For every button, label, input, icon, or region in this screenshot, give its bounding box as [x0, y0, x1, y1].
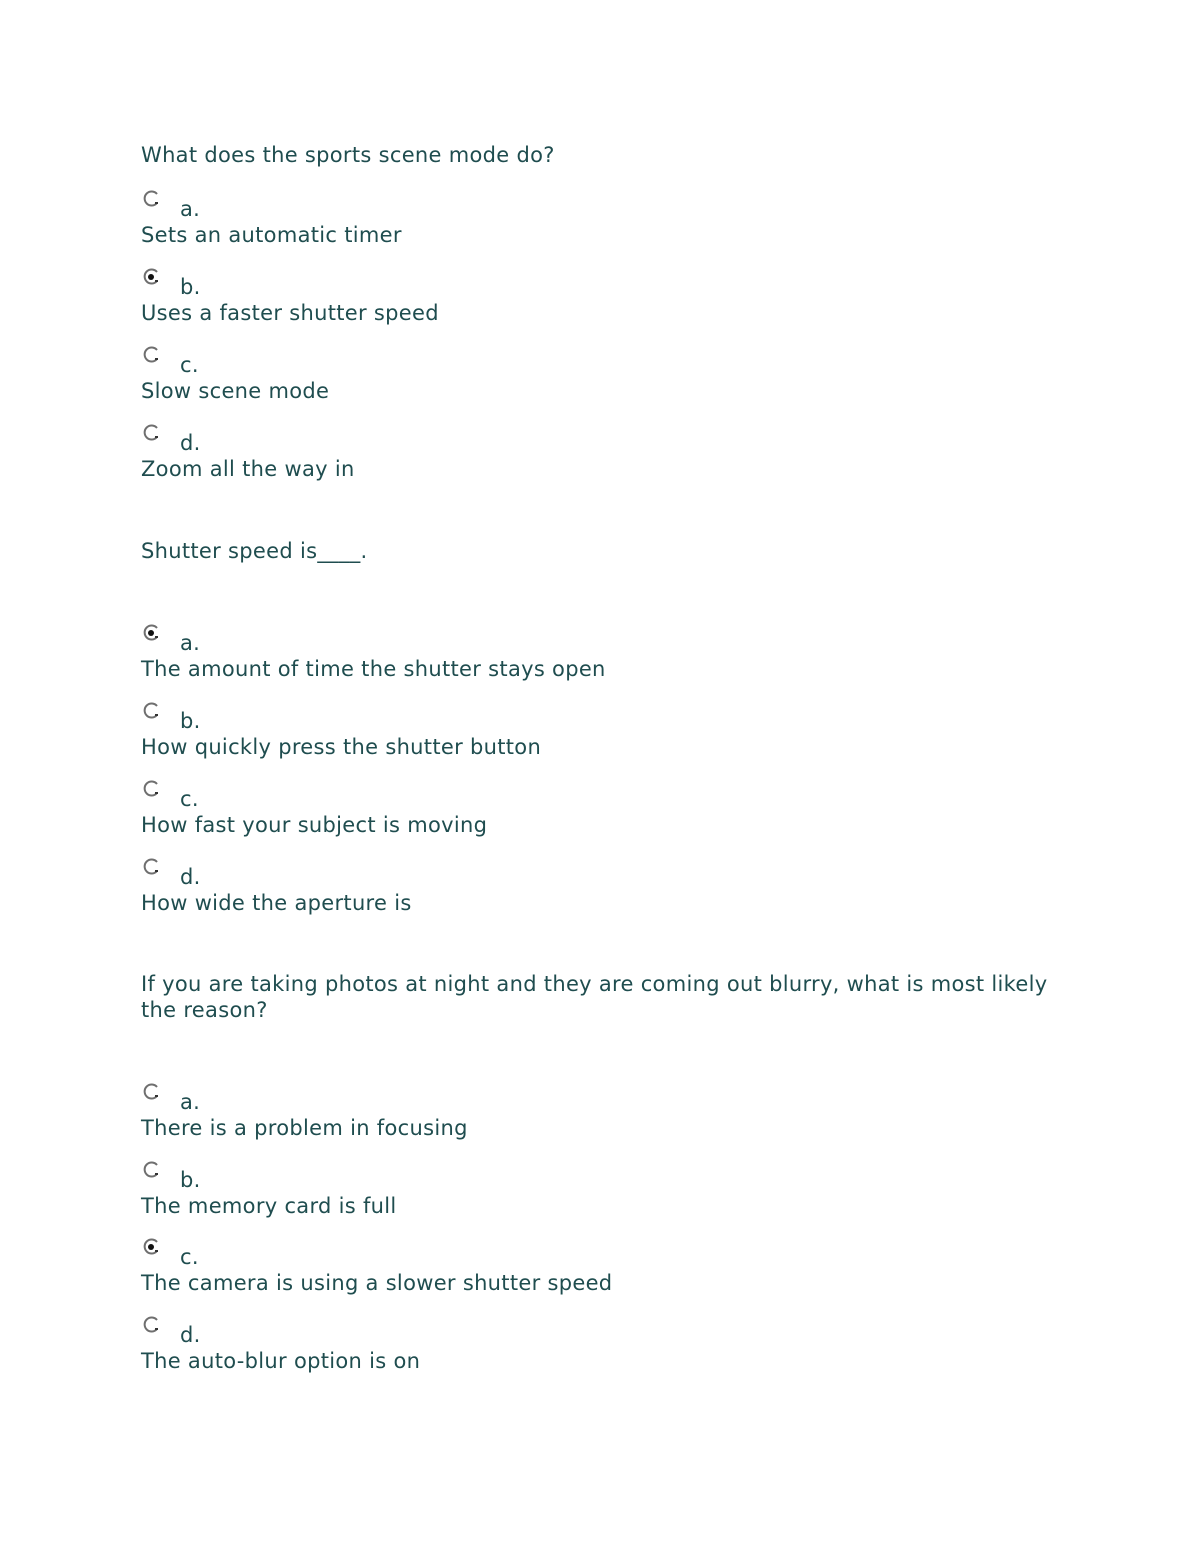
q2-option-d[interactable]: [141, 858, 1041, 915]
option-letter: a.: [180, 1090, 201, 1114]
q1-option-d[interactable]: [141, 424, 1041, 481]
radio-unselected-icon[interactable]: [143, 858, 161, 876]
radio-unselected-icon[interactable]: [143, 702, 161, 720]
option-label: Slow scene mode: [141, 379, 330, 403]
option-label: How wide the aperture is: [141, 891, 412, 915]
option-label: Sets an automatic timer: [141, 223, 402, 247]
q3-option-d[interactable]: [141, 1316, 1041, 1373]
option-letter: d.: [180, 1323, 201, 1347]
option-letter: a.: [180, 197, 201, 221]
q1-option-a[interactable]: [141, 190, 1041, 247]
q1-option-b[interactable]: [141, 268, 1041, 325]
option-letter: c.: [180, 353, 199, 377]
q2-option-a[interactable]: [141, 624, 1041, 681]
option-label: The camera is using a slower shutter speed: [141, 1271, 613, 1295]
option-letter: b.: [180, 1168, 201, 1192]
q2-option-c[interactable]: [141, 780, 1041, 837]
radio-unselected-icon[interactable]: [143, 190, 161, 208]
option-label: Zoom all the way in: [141, 457, 355, 481]
option-letter: d.: [180, 865, 201, 889]
option-label: How quickly press the shutter button: [141, 735, 542, 759]
radio-unselected-icon[interactable]: [143, 346, 161, 364]
option-label: The auto-blur option is on: [141, 1349, 421, 1373]
radio-unselected-icon[interactable]: [143, 424, 161, 442]
option-label: There is a problem in focusing: [141, 1116, 468, 1140]
q3-option-b[interactable]: [141, 1161, 1041, 1218]
option-letter: c.: [180, 1245, 199, 1269]
q3-option-c[interactable]: [141, 1238, 1041, 1295]
radio-selected-icon[interactable]: [143, 1238, 161, 1256]
radio-unselected-icon[interactable]: [143, 780, 161, 798]
q3-option-a[interactable]: [141, 1083, 1041, 1140]
q1-option-c[interactable]: [141, 346, 1041, 403]
option-letter: b.: [180, 709, 201, 733]
question-3-text: If you are taking photos at night and they are coming out blurry, what is most likely the reason?: [141, 972, 1048, 1022]
option-label: How fast your subject is moving: [141, 813, 488, 837]
option-label: The amount of time the shutter stays open: [141, 657, 606, 681]
question-1-text: What does the sports scene mode do?: [141, 143, 555, 167]
option-label: Uses a faster shutter speed: [141, 301, 439, 325]
radio-unselected-icon[interactable]: [143, 1161, 161, 1179]
option-letter: b.: [180, 275, 201, 299]
radio-selected-icon[interactable]: [143, 624, 161, 642]
option-letter: c.: [180, 787, 199, 811]
option-letter: d.: [180, 431, 201, 455]
option-label: The memory card is full: [141, 1194, 397, 1218]
option-letter: a.: [180, 631, 201, 655]
radio-unselected-icon[interactable]: [143, 1316, 161, 1334]
q2-option-b[interactable]: [141, 702, 1041, 759]
radio-unselected-icon[interactable]: [143, 1083, 161, 1101]
question-2-text: Shutter speed is____.: [141, 539, 368, 563]
radio-selected-icon[interactable]: [143, 268, 161, 286]
